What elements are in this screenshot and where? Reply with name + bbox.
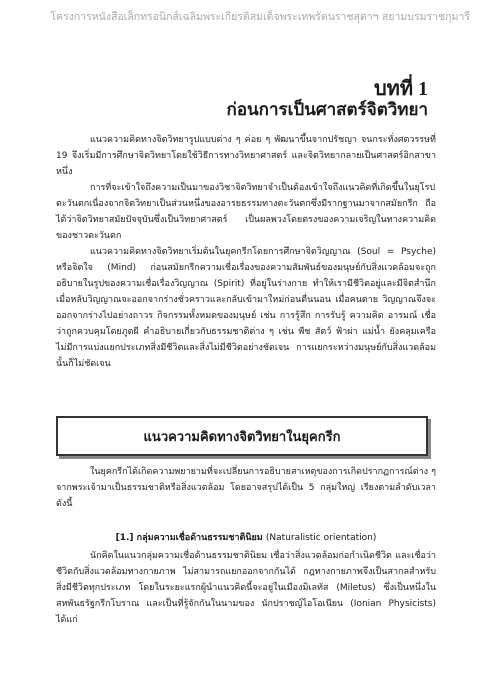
subsection-title: [1.] กลุ่มความเชื่อด้านธรรมชาตินิยม	[115, 533, 263, 543]
subsection-title-en: (Naturalistic orientation)	[265, 533, 377, 543]
intro-paragraph: แนวความคิดทางจิตวิทยาเริ่มต้นในยุคกรีกโดยการศึกษาจิตวิญญาณ (Soul = Psyche) หรือจิตใจ (Mind) ก่อนสมัยกรีกความเชื่อเรื่องของความสัมพันธ์ของมนุษย์กับสิ่งแวดล้อมจะถูกอธิบายในรูปของความเชื่อเรื่องวิญญาณ (Spirit) ที่อยู่ในร่างกาย ทำให้เรามีชีวิตอยู่และมีจิตสำนึก เมื่อหลับวิญญาณจะออกจากร่างชั่วคราวและกลับเข้ามาใหม่ก่อนตื่นนอน เมื่อคนตาย วิญญาณจึงจะออกจากร่างไปอย่างถาวร กิจกรรมทั้งหมดของมนุษย์ เช่น การรู้สึก การรับรู้ ความคิด อารมณ์ เชื่อว่าถูกควบคุมโดยภูตผี คำอธิบายเกี่ยวกับธรรมชาติต่าง ๆ เช่น พืช สัตว์ ฟ้าผ่า แม่น้ำ ยังคลุมเครือ ไม่มีการแบ่งแยกประเภทสิ่งมีชีวิตและสิ่งไม่มีชีวิตอย่างชัดเจน การแยกระหว่างมนุษย์กับสิ่งแวดล้อมนั้นก็ไม่ชัดเจน	[56, 247, 436, 369]
section-heading-box	[56, 416, 428, 456]
intro-text	[56, 132, 436, 372]
subsection-text	[56, 548, 436, 628]
chapter-title: ก่อนการเป็นศาสตร์จิตวิทยา	[226, 100, 428, 120]
section-text	[56, 464, 436, 512]
running-header: โครงการหนังสือเล็กทรอนิกส์เฉลิมพระเกียรติสมเด็จพระเทพรัตนราชสุดาฯ สยามบรมราชกุมารี	[50, 11, 470, 23]
section-title: แนวความคิดทางจิตวิทยาในยุคกรีก	[143, 429, 341, 445]
subsection-paragraph: นักคิดในแนวกลุ่มความเชื่อด้านธรรมชาตินิยม เชื่อว่าสิ่งแวดล้อมก่อกำเนิดชีวิต และเชื่อว่าชีวิตกับสิ่งแวดล้อมทางกายภาพ ไม่สามารถแยกออกจากกันได้ กฎทางกายภาพจึงเป็นสากลสำหรับสิ่งมีชีวิตทุกประเภท โดยในระยะแรกผู้นำแนวคิดนี้จะอยู่ในเมืองมิเลทัส (Miletus) ซึ่งเป็นหนึ่งในสหพันธรัฐกรีกโบราณ และเป็นที่รู้จักกันในนามของ นักปราชญ์ไอโอเนียน (Ionian Physicists) ได้แก่	[56, 551, 436, 625]
section-paragraph: ในยุคกรีกได้เกิดความพยายามที่จะเปลี่ยนการอธิบายสาเหตุของการเกิดปรากฏการณ์ต่าง ๆ จากพระเจ้ามาเป็นธรรมชาติหรือสิ่งแวดล้อม โดยอาจสรุปได้เป็น 5 กลุ่มใหญ่ เรียงตามลำดับเวลาดังนี้	[56, 467, 436, 509]
subsection-heading	[56, 530, 436, 544]
intro-paragraph: การที่จะเข้าใจถึงความเป็นมาของวิชาจิตวิทยาจำเป็นต้องเข้าใจถึงแนวคิดที่เกิดขึ้นในยุโรปตะวันตกเนื่องจากจิตวิทยาเป็นส่วนหนึ่งของอารยธรรมทางตะวันตกซึ่งมีรากฐานมาจากสมัยกรีก ถือได้ว่าจิตวิทยาสมัยปัจจุบันซึ่งเป็นวิทยาศาสตร์ เป็นผลพวงโดยตรงของความเจริญในทางความคิดของชาวตะวันตก	[56, 183, 436, 241]
chapter-number: บทที่ 1	[373, 78, 428, 100]
intro-paragraph: แนวความคิดทางจิตวิทยารูปแบบต่าง ๆ ค่อย ๆ พัฒนาขึ้นจากปรัชญา จนกระทั่งศตวรรษที่ 19 จึงเริ่มมีการศึกษาจิตวิทยาโดยใช้วิธีการทางวิทยาศาสตร์ และจิตวิทยากลายเป็นศาสตร์อิกสาขาหนึ่ง	[56, 135, 436, 177]
